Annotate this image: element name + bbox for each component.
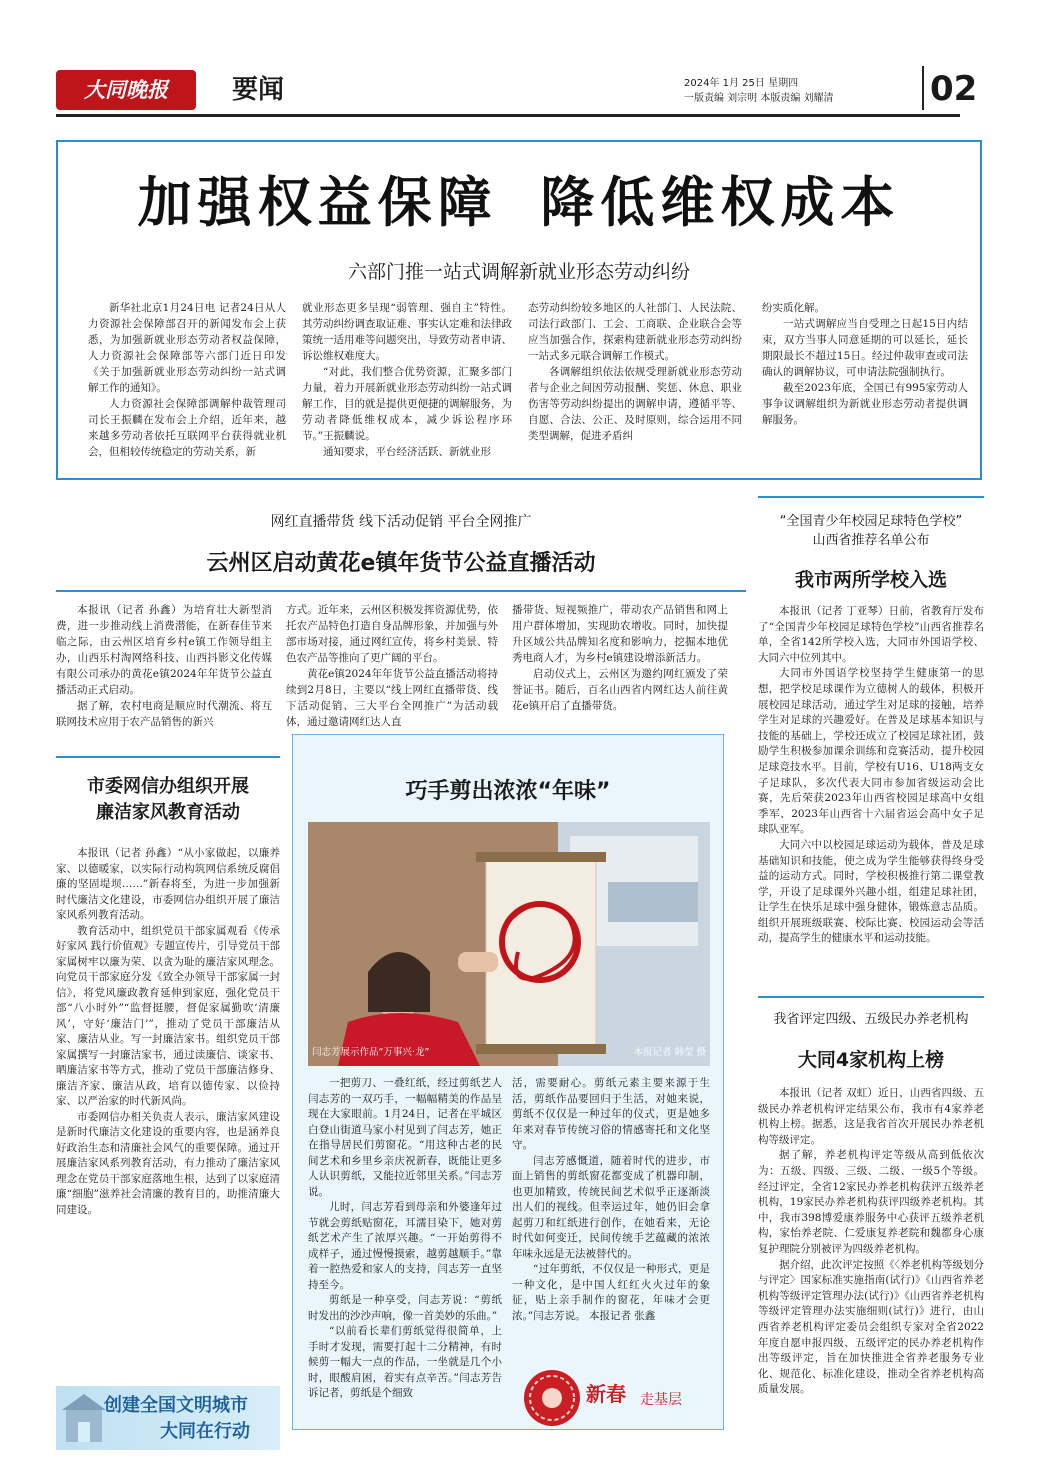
banner-line-2: 大同在行动 [160, 1421, 250, 1442]
lead-headline: 加强权益保障 降低维权成本 [137, 171, 901, 234]
header-rule [56, 114, 960, 117]
stamp-text-small: 走基层 [640, 1392, 682, 1408]
anticorrupt-headline: 市委网信办组织开展 廉洁家风教育活动 [87, 776, 249, 823]
eldercare-rule [758, 996, 984, 998]
lead-column-1: 新华社北京1月24日电 记者24日从人力资源社会保障部召开的新闻发布会上获悉，为加强新就业形态劳动者权益保障，人力资源社会保障部等六部门近日印发《关于加强新就业形态劳动纠纷一站式调解工作的通知》。 人力资源社会保障部调解仲裁管理司司长王振麟在发布会上介绍，近年来，越来越多劳动者依托互联网平台获得就业机会，但相较传统稳定的劳动关系，新 [88, 302, 286, 458]
newspaper-logo: 大同晚报 [56, 70, 196, 110]
lead-column-4: 纷实质化解。 一站式调解应当自受理之日起15日内结束，双方当事人同意延期的可以延长，延长期限最长不超过15日。经过仲裁审查或司法确认的调解协议，可申请法院强制执行。 截至2023年底，全国已有995家劳动人事争议调解组织为新就业形态劳动者提供调解服务。 [762, 302, 968, 426]
right-column-rule [758, 496, 984, 498]
page-number-divider [922, 66, 924, 110]
livestream-rule [56, 590, 746, 592]
photo-illustration [308, 822, 710, 1066]
school-headline: 我市两所学校入选 [794, 569, 947, 591]
publication-date: 2024年 1月 25日 星期四 [684, 78, 799, 89]
school-kicker: “全国青少年校园足球特色学校” 山西省推荐名单公布 [779, 514, 963, 548]
livestream-column-1: 本报讯（记者 孙鑫）为培育壮大新型消费，进一步推动线上消费潜能，在新春佳节来临之际，由云州区培育乡村e镇工作领导组主办，山西乐村淘网络科技、山西抖影文化传媒有限公司承办的黄花e镇2024年年货节公益直播活动正式启动。 据了解，农村电商是顺应时代潮流、将互联网技术应用于农产品销售的新兴 [56, 604, 272, 728]
papercut-photo [308, 822, 710, 1066]
eldercare-headline: 大同4家机构上榜 [797, 1049, 945, 1071]
livestream-column-3: 播带货、短视频推广，带动农产品销售和网上用户群体增加，实现助农增收。同时，加快提升区域公共品牌知名度和影响力，挖掘本地优秀电商人才，为乡村e镇建设增添新活力。 启动仪式上，云州区为邀约网红颁发了荣誉证书。随后，百名山西省内网红达人前往黄花e镇开启了直播带货。 [512, 604, 728, 712]
banner-line-1: 创建全国文明城市 [104, 1395, 248, 1416]
livestream-kicker: 网红直播带货 线下活动促销 平台全网推广 [270, 514, 532, 530]
dateline [684, 76, 834, 106]
page-number: 02 [930, 69, 978, 109]
papercut-column-1: 一把剪刀、一叠红纸，经过剪纸艺人闫志芳的一双巧手，一幅幅精美的作品呈现在大家眼前。1月24日，记者在平城区白登山街道马家小村见到了闫志芳，她正在指导居民们剪窗花。“用这种古老的民间艺术和乡里乡亲庆祝新春，既能让更多人认识剪纸，又能拉近邻里关系。”闫志芳说。 儿时，闫志芳看到母亲和外婆逢年过节就会剪纸贴窗花，耳濡目染下，她对剪纸艺术产生了浓厚兴趣。“一开始剪得不成样子，通过慢慢摸索，越剪越顺手。”靠着一腔热爱和家人的支持，闫志芳一直坚持至今。 剪纸是一种享受，闫志芳说：“剪纸时发出的沙沙声响，像一首美妙的乐曲。” “以前看长辈们剪纸觉得很简单，上手时才发现，需要打起十二分精神，有时候剪一幅大一点的作品，一坐就是几个小时，眼酸肩困，着实有点辛苦。”闫志芳告诉记者，剪纸是个细致 [308, 1077, 502, 1399]
anticorrupt-rule [56, 756, 280, 758]
city-gate-icon [62, 1390, 106, 1446]
livestream-column-2: 方式。近年来，云州区积极发挥资源优势，依托农产品特色打造自身品牌形象，并加强与外部市场对接，通过网红宣传，将乡村美景、特色农产品等推向了更广阔的平台。 黄花e镇2024年年货节公益直播活动将持续到2月8日，主要以“线上网红直播带货、线下活动促销、三大平台全网推广”为活动载体，通过邀请网红达人直 [286, 604, 498, 728]
lead-column-2: 就业形态更多呈现“弱管理、强自主”特性。其劳动纠纷调查取证难、事实认定难和法律政策统一适用难等问题突出，导致劳动者申请、诉讼维权难度大。 “对此，我们整合优势资源，汇聚多部门力量，着力开展新就业形态劳动纠纷一站式调解工作，目的就是提供更便捷的调解服务，为劳动者降低维权成本，减少诉讼程序环节。”王振麟说。 通知要求，平台经济活跃、新就业形 [302, 302, 512, 458]
livestream-headline: 云州区启动黄花e镇年货节公益直播活动 [206, 551, 596, 576]
papercut-headline: 巧手剪出浓浓“年味” [405, 779, 611, 804]
papercut-column-2: 活，需要耐心。剪纸元素主要来源于生活，剪纸作品要回归于生活，对她来说，剪纸不仅仅是一种过年的仪式，更是她多年来对春节传统习俗的情感寄托和文化坚守。 闫志芳感慨道，随着时代的进步，市面上销售的剪纸窗花都变成了机器印制，也更加精致，传统民间艺术似乎正逐渐淡出人们的视线。但幸运过年，她仍旧会拿起剪刀和红纸进行创作，在她看来，无论时代如何变迁，民间传统手艺蕴藏的浓浓年味永远是无法被替代的。 “过年剪纸，不仅仅是一种形式，更是一种文化，是中国人红红火火过年的象征，贴上亲手制作的窗花，年味才会更浓。”闫志芳说。 本报记者 张鑫 [512, 1077, 710, 1322]
lead-column-3: 态劳动纠纷较多地区的人社部门、人民法院、司法行政部门、工会、工商联、企业联合会等应当加强合作，探索构建新就业形态劳动纠纷一站式多元联合调解工作模式。 各调解组织依法依规受理新就业形态劳动者与企业之间因劳动报酬、奖惩、休息、职业伤害等劳动纠纷提出的调解申请，遵循平等、自愿、合法、公正、及时原则，综合运用不同类型调解，促进矛盾纠 [528, 302, 742, 442]
eldercare-body: 本报讯（记者 双虹）近日，山西省四级、五级民办养老机构评定结果公布，我市有4家养老机构上榜。据悉，这是我省首次开展民办养老机构等级评定。 据了解，养老机构评定等级从高到低依次为：五级、四级、三级、二级、一级5个等级。经过评定，全省12家民办养老机构获评五级养老机构，19家民办养老机构获评四级养老机构。其中，我市398博爱康养服务中心获评五级养老机构，家怡养老院、仁爱康复养老院和魏都身心康复护理院分别被评为四级养老机构。 据介绍，此次评定按照《〈养老机构等级划分与评定〉国家标准实施指南(试行)》《山西省养老机构等级评定管理办法(试行)》《山西省养老机构等级评定管理办法实施细则(试行)》进行，由山西省养老机构评定委员会组织专家对全省2022年度自愿申报四级、五级评定的民办养老机构作出等级评定，旨在加快推进全省养老服务专业化、规范化、标准化建设，推动全省养老机构高质量发展。 [758, 1087, 984, 1396]
photo-caption: 闫志芳展示作品“万事兴·龙” 本报记者 韩莹 摄 [312, 1047, 706, 1058]
school-body: 本报讯（记者 丁亚琴）日前，省教育厅发布了“全国青少年校园足球特色学校”山西省推荐名单，全省142所学校入选，大同市外国语学校、大同六中位列其中。 大同市外国语学校坚持学生健康第一的思想，把学校足球课作为立德树人的载体，积极开展校园足球活动，通过学生对足球的接触，培养学生对足球的兴趣爱好。在普及足球基本知识与技能的基础上，学校还成立了校园足球社团，鼓励学生积极参加课余训练和竞赛活动，提升校园足球竞技水平。目前，学校有U16、U18两支女子足球队，多次代表大同市参加省级运动会比赛，先后荣获2023年山西省校园足球高中女组季军、2023年山西省十六届省运会高中女子足球队亚军。 大同六中以校园足球运动为载体，普及足球基础知识和技能，使之成为学生能够获得终身受益的运动方式。同时，学校积极推行第二课堂教学，开设了足球课外兴趣小组，组建足球社团，让学生在快乐足球中强身健体，锻炼意志品质。组织开展班级联赛、校际比赛、校园运动会等活动，提高学生的健康水平和运动技能。 [758, 605, 984, 945]
section-title: 要闻 [232, 75, 285, 105]
editors-line: 一版责编 刘宗明 本版责编 刘耀清 [684, 93, 834, 104]
new-year-seal-icon [524, 1370, 580, 1426]
stamp-text-large: 新春 [586, 1382, 626, 1406]
lead-subheadline: 六部门推一站式调解新就业形态劳动纠纷 [347, 261, 690, 283]
eldercare-kicker: 我省评定四级、五级民办养老机构 [773, 1012, 969, 1027]
anticorrupt-body: 本报讯（记者 孙鑫）“从小家做起，以廉养家、以德暖家，以实际行动构筑网信系统反腐倡廉的坚固堤坝……”新春将至，为进一步加强新时代廉洁文化建设，市委网信办组织开展了廉洁家风系列教育活动。 教育活动中，组织党员干部家属观看《传承好家风 践行价值观》专题宣传片，引导党员干部家属树牢以廉为荣、以贪为耻的廉洁家风理念。向党员干部家庭分发《致全办领导干部家属一封信》，将党风廉政教育延伸到家庭，强化党员干部“八小时外”“监督挺腰，督促家属勤吹‘清廉风’，守好‘廉洁门’”，推动了党员干部廉洁从家、廉洁从业。写一封廉洁家书。组织党员干部家属撰写一封廉洁家书，通过读廉信、谈家书、晒廉洁家书等方式，推动了党员干部廉洁修身、廉洁齐家、廉洁从政，培育以德传家、以俭持家、以严治家的时代新风尚。 市委网信办相关负责人表示，廉洁家风建设是新时代廉洁文化建设的重要内容，也是涵养良好政治生态和清廉社会风气的重要保障。通过开展廉洁家风系列教育活动，有力推动了廉洁家风理念在党员干部家庭落地生根，达到了以家庭清廉“细胞”滋养社会清廉的教育目的，助推清廉大同建设。 [56, 847, 280, 1216]
seal-pattern [524, 1370, 580, 1426]
